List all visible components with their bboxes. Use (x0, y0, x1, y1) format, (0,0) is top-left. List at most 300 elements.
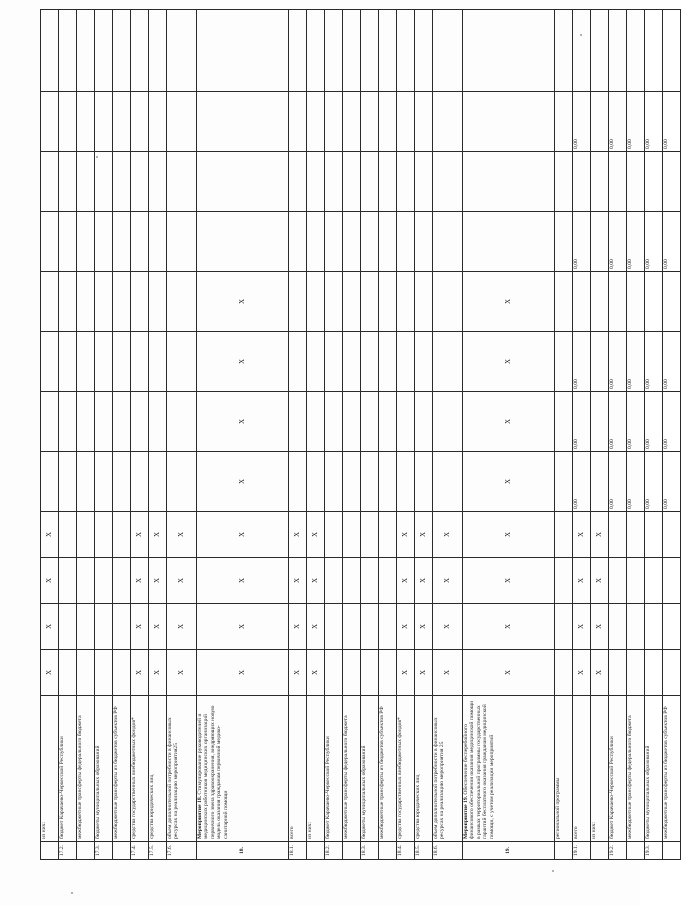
table-row (343, 10, 361, 860)
value-cell: 0,00 (645, 452, 663, 512)
value-cell (627, 558, 645, 604)
value-cell (555, 452, 573, 512)
cross-mark-cell: X (167, 512, 197, 558)
table-row (95, 10, 113, 860)
value-cell (343, 92, 361, 152)
row-label: из них: (591, 696, 609, 842)
row-label-bold: Мероприятие 18. (197, 795, 203, 839)
value-cell (415, 212, 433, 272)
value-cell (343, 272, 361, 332)
value-cell: 0,00 (645, 332, 663, 392)
value-cell (325, 558, 343, 604)
value-cell (77, 272, 95, 332)
value-cell (573, 152, 591, 212)
value-cell (167, 10, 197, 92)
row-number (591, 842, 609, 860)
value-cell (343, 512, 361, 558)
value-cell (397, 392, 415, 452)
row-label: межбюджетные трансферты федерального бюджета (627, 696, 645, 842)
value-cell (627, 152, 645, 212)
value-cell (167, 212, 197, 272)
value-cell (555, 92, 573, 152)
value-cell (95, 650, 113, 696)
value-cell (379, 92, 397, 152)
value-cell (379, 452, 397, 512)
value-cell (197, 10, 289, 92)
row-label: межбюджетные трансферты из бюджетов субъектов РФ (379, 696, 397, 842)
value-cell (591, 332, 609, 392)
value-cell (41, 272, 59, 332)
value-cell (397, 452, 415, 512)
table-row (149, 10, 167, 860)
table-row (197, 10, 289, 860)
value-cell (59, 558, 77, 604)
row-label: средства государственных внебюджетных фондов* (131, 696, 149, 842)
budget-table (40, 9, 681, 860)
cross-mark-cell: X (289, 512, 307, 558)
value-cell (663, 512, 681, 558)
value-cell (361, 152, 379, 212)
value-cell (433, 272, 463, 332)
value-cell (59, 604, 77, 650)
value-cell (609, 558, 627, 604)
value-cell (149, 10, 167, 92)
value-cell (645, 272, 663, 332)
value-cell (289, 152, 307, 212)
table-row (379, 10, 397, 860)
row-label: межбюджетные трансферты из бюджетов субъектов РФ (113, 696, 131, 842)
value-cell (361, 604, 379, 650)
row-number (41, 842, 59, 860)
value-cell (627, 272, 645, 332)
cross-mark-cell: X (307, 604, 325, 650)
value-cell (361, 650, 379, 696)
cross-mark-cell: X (131, 558, 149, 604)
cross-mark-cell: X (149, 650, 167, 696)
value-cell (361, 512, 379, 558)
value-cell (77, 152, 95, 212)
value-cell (379, 152, 397, 212)
value-cell (41, 10, 59, 92)
value-cell: 0,00 (573, 92, 591, 152)
row-label: объем дополнительной потребности в финансовых ресурсах на реализацию мероприятия 25 (433, 696, 463, 842)
value-cell (149, 332, 167, 392)
value-cell (289, 452, 307, 512)
cross-mark-cell: X (415, 558, 433, 604)
value-cell (149, 92, 167, 152)
value-cell (555, 272, 573, 332)
value-cell (149, 212, 167, 272)
row-label: бюджет Карачаево-Черкесской Республики (59, 696, 77, 842)
cross-mark-cell: X (197, 650, 289, 696)
cross-mark-cell: X (463, 558, 555, 604)
cross-mark-cell: X (289, 558, 307, 604)
value-cell (555, 512, 573, 558)
value-cell (113, 92, 131, 152)
value-cell (555, 332, 573, 392)
value-cell (379, 392, 397, 452)
table-row (415, 10, 433, 860)
value-cell: 0,00 (627, 92, 645, 152)
value-cell (167, 332, 197, 392)
value-cell (433, 10, 463, 92)
cross-mark-cell: X (197, 452, 289, 512)
value-cell (379, 650, 397, 696)
row-number: 18.3. (361, 842, 379, 860)
value-cell (307, 92, 325, 152)
row-number: 18.2. (325, 842, 343, 860)
value-cell (627, 10, 645, 92)
value-cell: 0,00 (663, 212, 681, 272)
value-cell (113, 10, 131, 92)
value-cell (41, 332, 59, 392)
scan-speck (96, 156, 98, 158)
value-cell (167, 92, 197, 152)
cross-mark-cell: X (307, 558, 325, 604)
cross-mark-cell: X (131, 512, 149, 558)
cross-mark-cell: X (41, 650, 59, 696)
value-cell (591, 452, 609, 512)
value-cell (397, 272, 415, 332)
value-cell (95, 152, 113, 212)
cross-mark-cell: X (149, 604, 167, 650)
table-row (663, 10, 681, 860)
value-cell (167, 152, 197, 212)
value-cell (307, 152, 325, 212)
cross-mark-cell: X (433, 650, 463, 696)
value-cell (325, 272, 343, 332)
value-cell (167, 392, 197, 452)
value-cell (77, 92, 95, 152)
value-cell (663, 650, 681, 696)
value-cell (325, 392, 343, 452)
value-cell (627, 650, 645, 696)
value-cell (131, 152, 149, 212)
value-cell (149, 452, 167, 512)
value-cell (77, 650, 95, 696)
cross-mark-cell: X (197, 332, 289, 392)
value-cell (113, 392, 131, 452)
value-cell (397, 10, 415, 92)
table-row (609, 10, 627, 860)
value-cell (379, 558, 397, 604)
scan-speck (552, 870, 554, 872)
value-cell (591, 10, 609, 92)
row-label: из них: (41, 696, 59, 842)
cross-mark-cell: X (433, 558, 463, 604)
row-number: 19. (463, 842, 555, 860)
value-cell (307, 452, 325, 512)
value-cell (77, 392, 95, 452)
cross-mark-cell: X (433, 512, 463, 558)
value-cell: 0,00 (645, 92, 663, 152)
cross-mark-cell: X (591, 650, 609, 696)
cross-mark-cell: X (197, 272, 289, 332)
value-cell (591, 272, 609, 332)
row-label: средства юридических лиц (415, 696, 433, 842)
value-cell (609, 604, 627, 650)
value-cell: 0,00 (627, 332, 645, 392)
value-cell (131, 10, 149, 92)
value-cell (77, 10, 95, 92)
row-number (113, 842, 131, 860)
value-cell (113, 272, 131, 332)
value-cell (95, 452, 113, 512)
value-cell (361, 452, 379, 512)
value-cell (343, 558, 361, 604)
value-cell (343, 392, 361, 452)
value-cell (361, 272, 379, 332)
value-cell (307, 332, 325, 392)
value-cell (289, 212, 307, 272)
value-cell (609, 152, 627, 212)
cross-mark-cell: X (397, 604, 415, 650)
value-cell (663, 152, 681, 212)
value-cell (289, 10, 307, 92)
value-cell (361, 332, 379, 392)
row-label: объем дополнительной потребности в финансовых ресурсах на реализацию мероприятия25 (167, 696, 197, 842)
cross-mark-cell: X (197, 604, 289, 650)
row-label: бюджеты муниципальных образований (361, 696, 379, 842)
cross-mark-cell: X (433, 604, 463, 650)
value-cell (343, 650, 361, 696)
value-cell (197, 152, 289, 212)
row-label: из них: (307, 696, 325, 842)
value-cell (379, 604, 397, 650)
value-cell (609, 512, 627, 558)
value-cell (59, 92, 77, 152)
value-cell (415, 152, 433, 212)
row-label: всего (573, 696, 591, 842)
value-cell (463, 10, 555, 92)
value-cell (379, 332, 397, 392)
value-cell: 0,00 (609, 392, 627, 452)
row-label: межбюджетные трансферты федерального бюджета (343, 696, 361, 842)
cross-mark-cell: X (197, 558, 289, 604)
value-cell (59, 152, 77, 212)
value-cell (343, 604, 361, 650)
row-number: 19.1. (573, 842, 591, 860)
value-cell (307, 212, 325, 272)
value-cell (415, 10, 433, 92)
value-cell (95, 604, 113, 650)
value-cell (645, 650, 663, 696)
value-cell: 0,00 (627, 452, 645, 512)
value-cell (325, 650, 343, 696)
value-cell (591, 152, 609, 212)
value-cell (113, 512, 131, 558)
value-cell (379, 212, 397, 272)
value-cell (77, 332, 95, 392)
value-cell (463, 212, 555, 272)
row-label: бюджет Карачаево-Черкесской Республики (325, 696, 343, 842)
value-cell (41, 452, 59, 512)
value-cell: 0,00 (609, 212, 627, 272)
value-cell (433, 92, 463, 152)
value-cell (41, 212, 59, 272)
value-cell (325, 512, 343, 558)
value-cell (113, 212, 131, 272)
table-row (463, 10, 555, 860)
value-cell (645, 604, 663, 650)
cross-mark-cell: X (415, 512, 433, 558)
value-cell (555, 10, 573, 92)
row-number: 18.1. (289, 842, 307, 860)
value-cell (555, 650, 573, 696)
value-cell (307, 10, 325, 92)
cross-mark-cell: X (397, 512, 415, 558)
value-cell (325, 452, 343, 512)
value-cell (343, 10, 361, 92)
row-label-rest: Обеспечение бесперебойного финансового обеспечения оказания медицинской помощи в рамках территориальной программы государственных гарантий бесплатного оказания гражданам медицинской помощи, с учетом реализации мероприятий (463, 700, 495, 839)
value-cell (59, 392, 77, 452)
value-cell (197, 212, 289, 272)
value-cell (59, 272, 77, 332)
value-cell (627, 512, 645, 558)
row-label: бюджеты муниципальных образований (645, 696, 663, 842)
value-cell (415, 392, 433, 452)
value-cell (95, 558, 113, 604)
value-cell (77, 212, 95, 272)
value-cell (379, 272, 397, 332)
value-cell (307, 272, 325, 332)
value-cell (325, 604, 343, 650)
value-cell (325, 10, 343, 92)
value-cell (433, 452, 463, 512)
value-cell (379, 512, 397, 558)
value-cell (95, 272, 113, 332)
row-label (463, 696, 555, 842)
value-cell (77, 512, 95, 558)
cross-mark-cell: X (131, 650, 149, 696)
value-cell (131, 92, 149, 152)
cross-mark-cell: X (463, 392, 555, 452)
value-cell (167, 272, 197, 332)
value-cell (627, 604, 645, 650)
value-cell: 0,00 (645, 212, 663, 272)
value-cell (663, 604, 681, 650)
cross-mark-cell: X (573, 512, 591, 558)
value-cell: 0,00 (573, 392, 591, 452)
row-number (77, 842, 95, 860)
value-cell (573, 10, 591, 92)
value-cell (343, 212, 361, 272)
cross-mark-cell: X (41, 558, 59, 604)
value-cell (433, 332, 463, 392)
cross-mark-cell: X (167, 558, 197, 604)
row-number (379, 842, 397, 860)
cross-mark-cell: X (197, 512, 289, 558)
value-cell (131, 452, 149, 512)
value-cell (149, 272, 167, 332)
value-cell (591, 92, 609, 152)
row-number: 19.2. (609, 842, 627, 860)
row-label (197, 696, 289, 842)
value-cell (59, 10, 77, 92)
cross-mark-cell: X (463, 452, 555, 512)
value-cell (307, 392, 325, 452)
cross-mark-cell: X (307, 650, 325, 696)
value-cell (645, 512, 663, 558)
rotated-table-container (40, 50, 669, 860)
value-cell (325, 332, 343, 392)
value-cell (555, 604, 573, 650)
value-cell (41, 152, 59, 212)
value-cell (289, 392, 307, 452)
value-cell (397, 212, 415, 272)
value-cell (197, 92, 289, 152)
value-cell (113, 558, 131, 604)
value-cell (149, 392, 167, 452)
value-cell (663, 558, 681, 604)
cross-mark-cell: X (573, 558, 591, 604)
value-cell (645, 10, 663, 92)
value-cell (131, 332, 149, 392)
cross-mark-cell: X (167, 604, 197, 650)
value-cell (113, 650, 131, 696)
row-number: 17.5. (149, 842, 167, 860)
value-cell (343, 452, 361, 512)
value-cell (59, 512, 77, 558)
value-cell (663, 10, 681, 92)
table-row (555, 10, 573, 860)
cross-mark-cell: X (197, 392, 289, 452)
value-cell (77, 558, 95, 604)
value-cell (131, 212, 149, 272)
value-cell (77, 452, 95, 512)
row-label: межбюджетные трансферты федерального бюджета (77, 696, 95, 842)
value-cell: 0,00 (663, 332, 681, 392)
cross-mark-cell: X (289, 604, 307, 650)
row-number (343, 842, 361, 860)
value-cell (555, 558, 573, 604)
table-row (131, 10, 149, 860)
value-cell (591, 392, 609, 452)
row-number (307, 842, 325, 860)
value-cell (555, 392, 573, 452)
value-cell (149, 152, 167, 212)
value-cell (113, 452, 131, 512)
cross-mark-cell: X (573, 650, 591, 696)
cross-mark-cell: X (289, 650, 307, 696)
row-label: средства государственных внебюджетных фондов* (397, 696, 415, 842)
value-cell (59, 212, 77, 272)
table-row (573, 10, 591, 860)
value-cell (361, 212, 379, 272)
row-label: бюджеты муниципальных образований (95, 696, 113, 842)
table-row (167, 10, 197, 860)
value-cell: 0,00 (663, 92, 681, 152)
row-label: региональной программы (555, 696, 573, 842)
cross-mark-cell: X (591, 604, 609, 650)
value-cell (433, 212, 463, 272)
value-cell (397, 152, 415, 212)
value-cell (555, 212, 573, 272)
row-number: 18. (197, 842, 289, 860)
value-cell (361, 10, 379, 92)
row-number: 17.2. (59, 842, 77, 860)
table-row (307, 10, 325, 860)
value-cell (95, 332, 113, 392)
row-number: 19.3. (645, 842, 663, 860)
table-row (397, 10, 415, 860)
cross-mark-cell: X (397, 650, 415, 696)
value-cell (59, 332, 77, 392)
value-cell (463, 92, 555, 152)
value-cell (379, 10, 397, 92)
value-cell: 0,00 (663, 452, 681, 512)
value-cell: 0,00 (645, 392, 663, 452)
